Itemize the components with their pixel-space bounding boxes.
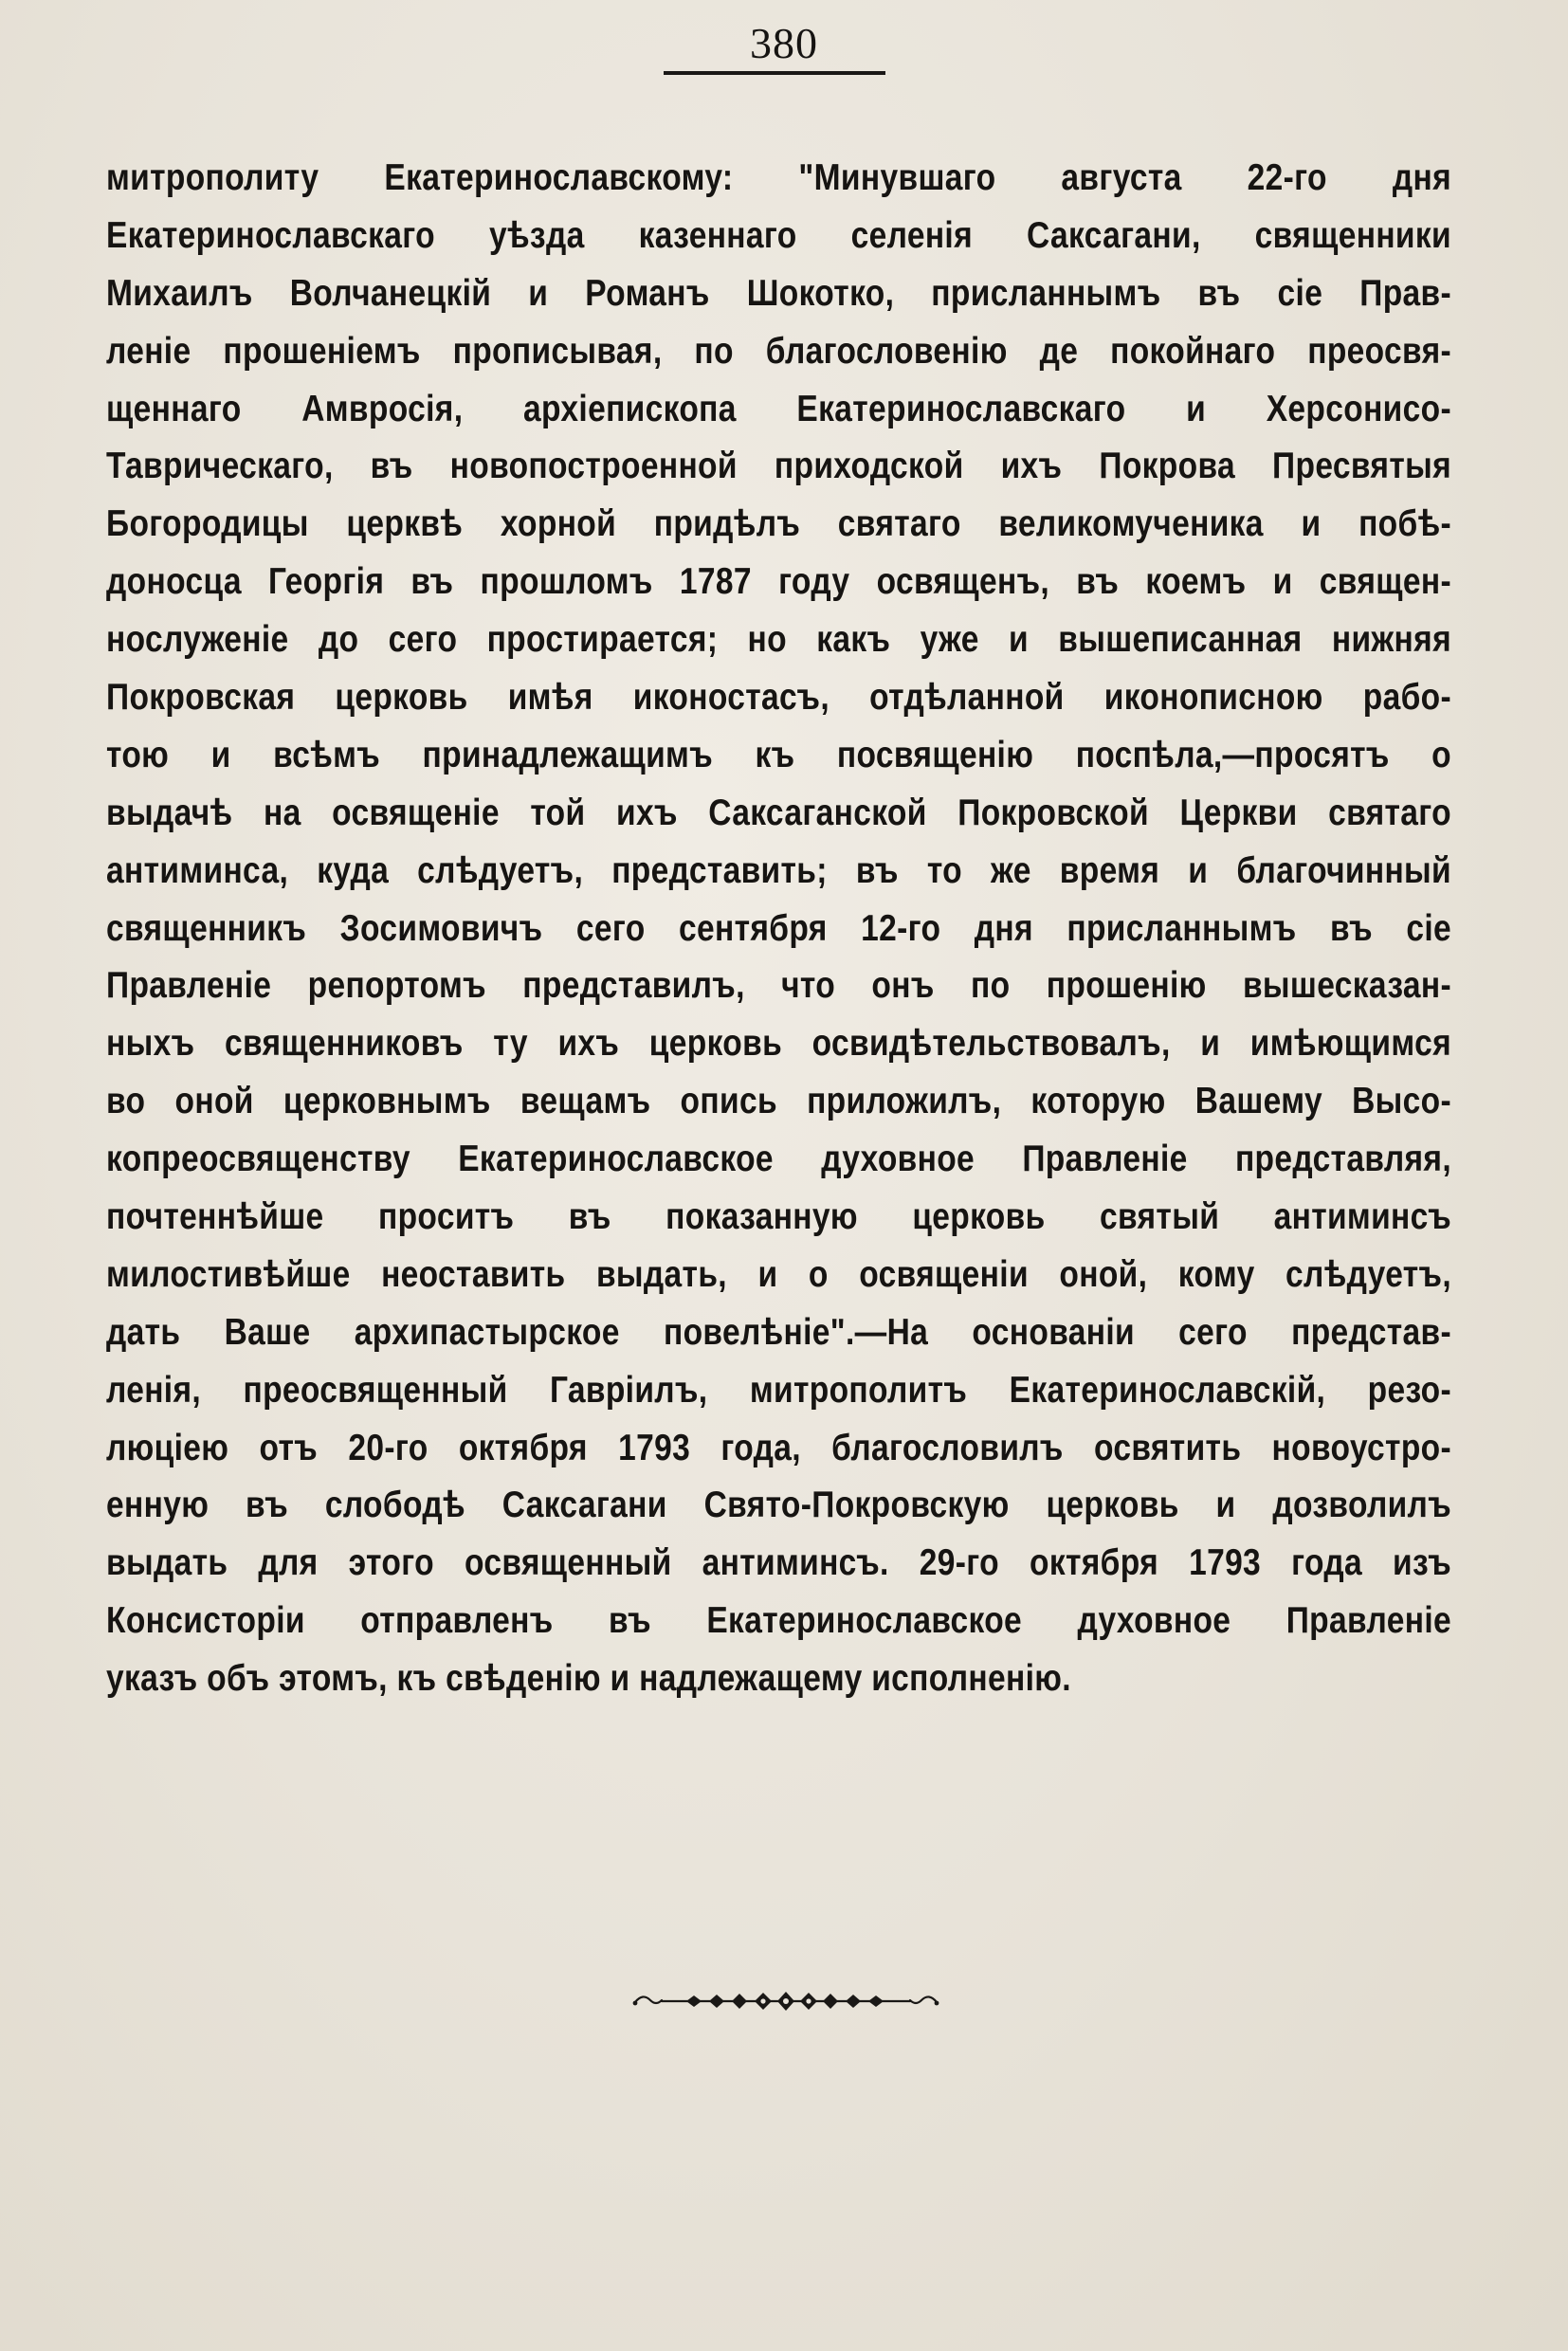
text-line: Богородицы церквѣ хорной придѣлъ святаго великомученика и побѣ- xyxy=(106,503,1451,545)
body-text xyxy=(106,150,1452,1708)
text-line: Таврическаго, въ новопостроенной приходской ихъ Покрова Пресвятыя xyxy=(106,446,1451,487)
page-number: 380 xyxy=(750,19,818,67)
text-line: милостивѣйше неоставить выдать, и о освященіи оной, кому слѣдуетъ, xyxy=(106,1253,1451,1295)
text-line: Покровская церковь имѣя иконостасъ, отдѣланной иконописною рабо- xyxy=(106,677,1451,719)
text-line: указъ объ этомъ, къ свѣденію и надлежащему исполненію. xyxy=(106,1658,1071,1700)
text-line: нослуженіе до сего простирается; но какъ уже и вышеписанная нижняя xyxy=(106,619,1451,661)
text-line: почтеннѣйше проситъ въ показанную церковь святый антиминсъ xyxy=(106,1196,1451,1238)
text-line: леніе прошеніемъ прописывая, по благословенію де покойнаго преосвя- xyxy=(106,330,1451,372)
text-line: ленія, преосвященный Гавріилъ, митрополитъ Екатеринославскій, резо- xyxy=(106,1369,1451,1411)
page-header xyxy=(0,17,1568,70)
text-line: Екатеринославскаго уѣзда казеннаго селенія Саксагани, священники xyxy=(106,214,1451,256)
text-line: митрополиту Екатеринославскому: "Минувшаго августа 22-го дня xyxy=(106,157,1451,198)
text-line: Консисторіи отправленъ въ Екатеринославское духовное Правленіе xyxy=(106,1600,1451,1642)
decorative-tailpiece-icon xyxy=(629,1987,942,2015)
text-line: копреосвященству Екатеринославское духовное Правленіе представляя, xyxy=(106,1139,1451,1180)
text-line: щеннаго Амвросія, архіепископа Екатеринославскаго и Херсонисо- xyxy=(106,388,1451,429)
text-line: люціею отъ 20-го октября 1793 года, благословилъ освятить новоустро- xyxy=(106,1427,1451,1468)
text-line: священникъ Зосимовичъ сего сентября 12-го дня присланнымъ въ сіе xyxy=(106,907,1451,949)
text-line: выдать для этого освященный антиминсъ. 29-го октября 1793 года изъ xyxy=(106,1542,1451,1584)
text-line: ныхъ священниковъ ту ихъ церковь освидѣтельствовалъ, и имѣющимся xyxy=(106,1023,1451,1065)
text-line: Правленіе репортомъ представилъ, что онъ по прошенію вышесказан- xyxy=(106,965,1451,1007)
text-line: во оной церковнымъ вещамъ опись приложилъ, которую Вашему Высо- xyxy=(106,1081,1451,1122)
text-line: антиминса, куда слѣдуетъ, представить; въ то же время и благочинный xyxy=(106,849,1451,891)
text-line: енную въ слободѣ Саксагани Свято-Покровскую церковь и дозволилъ xyxy=(106,1485,1451,1526)
text-line: Михаилъ Волчанецкій и Романъ Шокотко, присланнымъ въ сіе Прав- xyxy=(106,272,1451,314)
text-line: дать Ваше архипастырское повелѣніе".—На основаніи сего представ- xyxy=(106,1311,1451,1353)
text-line: тою и всѣмъ принадлежащимъ къ посвященію поспѣла,—просятъ о xyxy=(106,734,1451,775)
text-line: выдачѣ на освященіе той ихъ Саксаганской Покровской Церкви святаго xyxy=(106,792,1451,833)
header-rule xyxy=(664,71,885,75)
text-line: доносца Георгія въ прошломъ 1787 году освященъ, въ коемъ и священ- xyxy=(106,561,1451,603)
